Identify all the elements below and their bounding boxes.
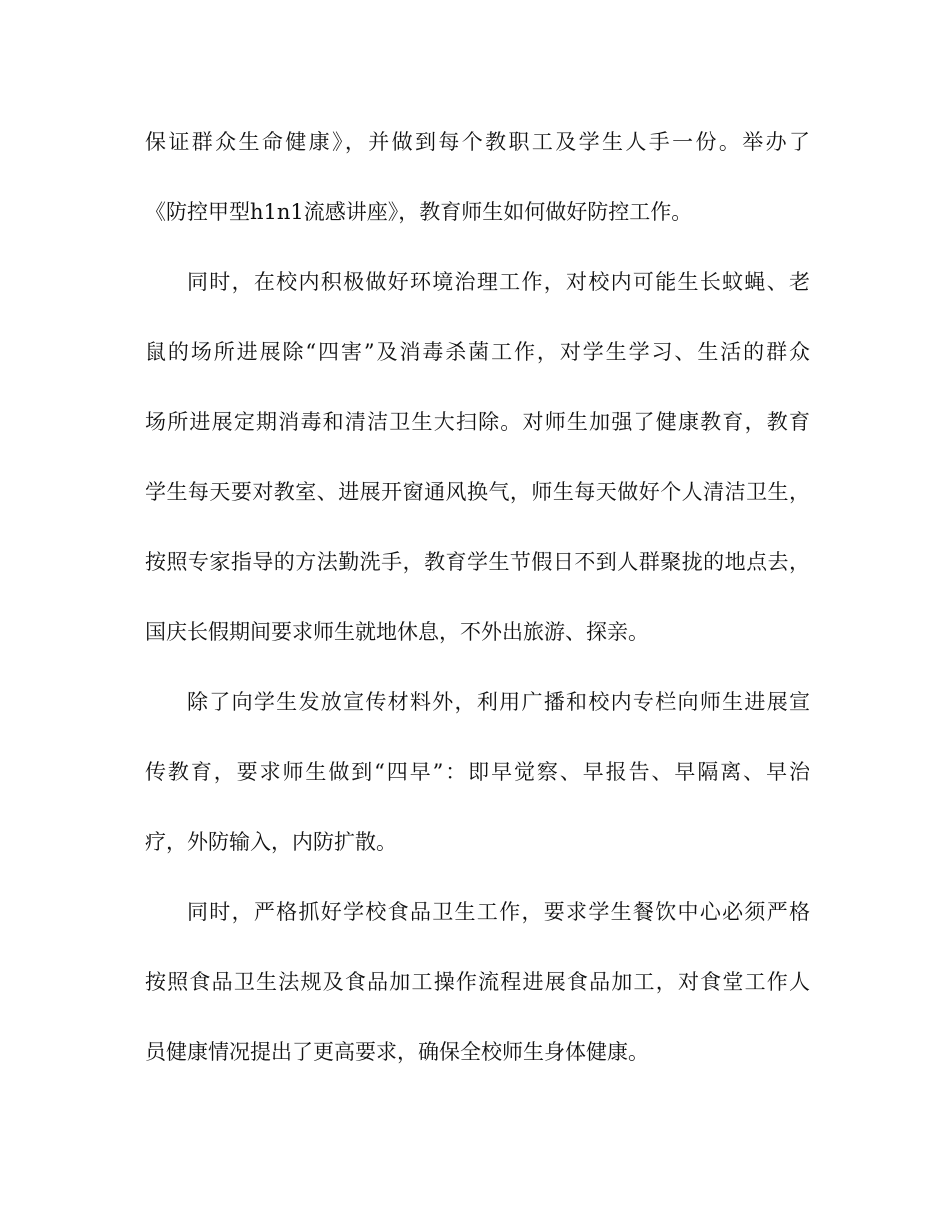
paragraph-line: 学生每天要对教室、进展开窗通风换气，师生每天做好个人清洁卫生， xyxy=(145,480,810,504)
paragraph-line: 疗，外防输入，内防扩散。 xyxy=(145,830,397,854)
paragraph-line: 场所进展定期消毒和清洁卫生大扫除。对师生加强了健康教育，教育 xyxy=(145,410,810,434)
paragraph-line: 同时，严格抓好学校食品卫生工作，要求学生餐饮中心必须严格 xyxy=(187,900,810,924)
paragraph-line: 国庆长假期间要求师生就地休息，不外出旅游、探亲。 xyxy=(145,620,649,644)
paragraph-line: 除了向学生发放宣传材料外，利用广播和校内专栏向师生进展宣 xyxy=(187,690,810,714)
body-text xyxy=(145,122,810,1102)
paragraph-line: 员健康情况提出了更高要求，确保全校师生身体健康。 xyxy=(145,1040,649,1064)
paragraph-line: 保证群众生命健康》，并做到每个教职工及学生人手一份。举办了 xyxy=(145,130,810,154)
paragraph-line: 按照专家指导的方法勤洗手，教育学生节假日不到人群聚拢的地点去， xyxy=(145,550,810,574)
paragraph-line: 《防控甲型h1n1流感讲座》，教育师生如何做好防控工作。 xyxy=(145,200,693,224)
paragraph-line: 按照食品卫生法规及食品加工操作流程进展食品加工，对食堂工作人 xyxy=(145,970,810,994)
paragraph-line: 鼠的场所进展除“四害”及消毒杀菌工作，对学生学习、生活的群众 xyxy=(145,340,810,364)
paragraph-line: 传教育，要求师生做到“四早”：即早觉察、早报告、早隔离、早治 xyxy=(145,760,810,784)
paragraph-line: 同时，在校内积极做好环境治理工作，对校内可能生长蚊蝇、老 xyxy=(187,270,810,294)
